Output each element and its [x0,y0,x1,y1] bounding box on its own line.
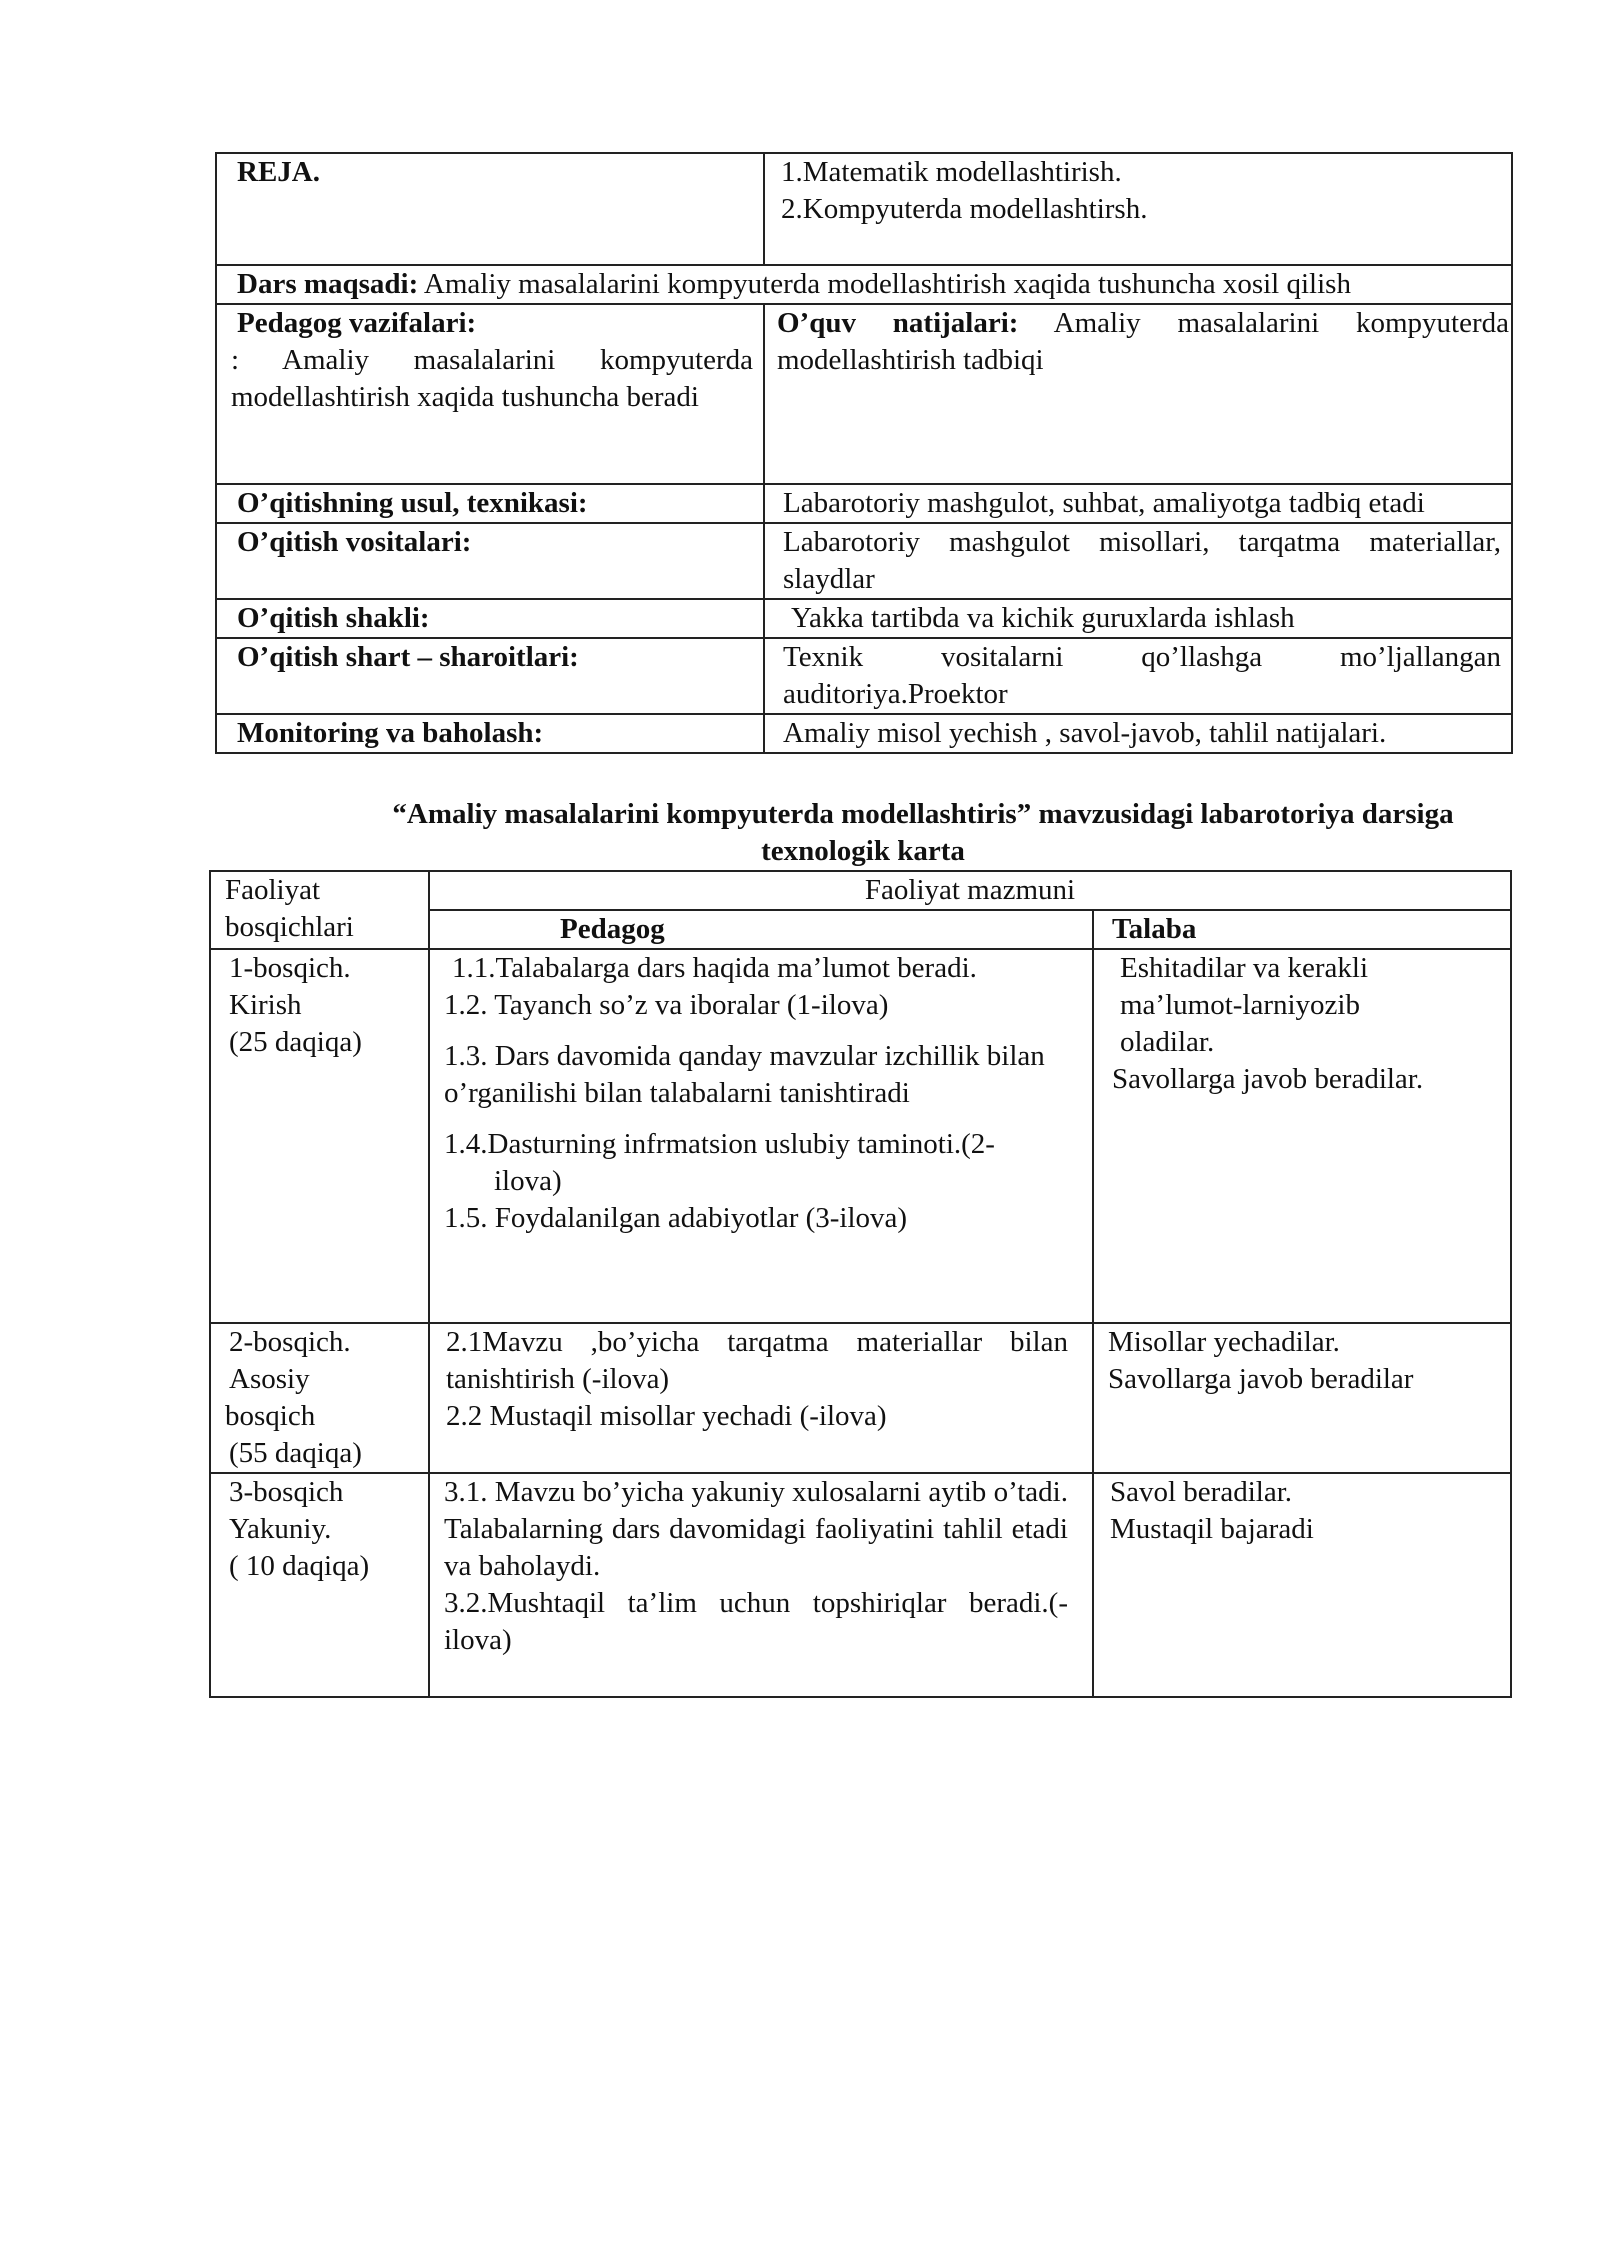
info-row-label: O’qitish shakli: [216,599,764,638]
info-row-label: Monitoring va baholash: [216,714,764,753]
heading-line-1: “Amaliy masalalarini kompyuterda modellashtiris” mavzusidagi labarotoriya darsiga [392,798,1454,830]
stage-name-line: 2-bosqich. [229,1326,351,1358]
teacher-activity: 3.2.Mushtaqil ta’lim uchun topshiriqlar beradi.(-ilova) [444,1587,1068,1656]
stage-name [210,1323,429,1473]
col-content-header: Faoliyat mazmuni [429,871,1511,910]
learning-outcomes-cell [764,304,1512,484]
student-activities [1093,1473,1511,1697]
learning-outcomes-text: Amaliy masalalarini kompyuterda modellashtirish tadbiqi [777,307,1509,376]
teacher-activity: ilova) [494,1165,562,1197]
stage-name-line: (55 daqiqa) [229,1437,362,1469]
col-teacher-header: Pedagog [429,910,1093,949]
info-row-value: Labarotoriy mashgulot, suhbat, amaliyotga tadbiq etadi [764,484,1512,523]
stage-name-line: 1-bosqich. [229,952,351,984]
info-row-value: Labarotoriy mashgulot misollari, tarqatma materiallar, slaydlar [764,523,1512,599]
teacher-activity: 1.3. Dars davomida qanday mavzular izchillik bilan o’rganilishi bilan talabalarni tanishtiradi [444,1040,1045,1109]
tech-card-heading [215,796,1511,870]
table-row [210,949,1511,1323]
teacher-tasks-label: Pedagog vazifalari: [237,307,477,339]
tech-card-table [209,870,1512,1698]
heading-line-2: texnologik karta [761,835,965,867]
student-activity: Savol beradilar. [1110,1476,1293,1508]
student-activity: Savollarga javob beradilar. [1112,1063,1424,1095]
student-activity: Savollarga javob beradilar [1108,1363,1414,1395]
lesson-goal [216,265,1512,304]
table-row [210,1323,1511,1473]
col-stage-header: Faoliyat bosqichlari [210,871,429,949]
teacher-tasks-cell [216,304,764,484]
teacher-activity: 3.1. Mavzu bo’yicha yakuniy xulosalarni aytib o’tadi. Talabalarning dars davomidagi faoliyatini tahlil etadi va baholaydi. [444,1476,1068,1582]
teacher-activities [429,1473,1093,1697]
teacher-tasks-text: : Amaliy masalalarini kompyuterda modellashtirish xaqida tushuncha beradi [231,344,753,413]
stage-name-line: Asosiy [229,1363,310,1395]
teacher-activity: 2.1Mavzu ,bo’yicha tarqatma materiallar bilan tanishtirish (-ilova) [446,1326,1068,1395]
goal-label: Dars maqsadi: [237,268,419,300]
student-activities [1093,949,1511,1323]
teacher-activity: 2.2 Mustaqil misollar yechadi (-ilova) [446,1400,887,1432]
col-student-header: Talaba [1093,910,1511,949]
info-row-label: O’qitish vositalari: [216,523,764,599]
stage-name-line: ( 10 daqiqa) [229,1550,370,1582]
info-row-value: Texnik vositalarni qo’llashga mo’ljallangan auditoriya.Proektor [764,638,1512,714]
table-row [210,1473,1511,1697]
student-activity: Mustaqil bajaradi [1110,1513,1314,1545]
plan-item: 2.Kompyuterda modellashtirsh. [781,193,1148,225]
goal-text: Amaliy masalalarini kompyuterda modellashtirish xaqida tushuncha xosil qilish [418,268,1351,300]
stage-name-line: (25 daqiqa) [229,1026,362,1058]
teacher-activity: 1.1.Talabalarga dars haqida ma’lumot beradi. [452,952,977,984]
lesson-plan-table [215,152,1513,754]
stage-name-line: 3-bosqich [229,1476,344,1508]
info-row-value: Yakka tartibda va kichik guruxlarda ishlash [764,599,1512,638]
teacher-activities [429,949,1093,1323]
teacher-activity: 1.2. Tayanch so’z va iboralar (1-ilova) [444,989,889,1021]
stage-name-line: Kirish [229,989,302,1021]
info-row-label: O’qitishning usul, texnikasi: [216,484,764,523]
plan-item: 1.Matematik modellashtirish. [781,156,1122,188]
student-activity: Eshitadilar va kerakli ma’lumot-larniyozib oladilar. [1120,952,1369,1058]
stage-name [210,949,429,1323]
teacher-activity: 1.4.Dasturning infrmatsion uslubiy taminoti.(2- [444,1128,995,1160]
info-row-label: O’qitish shart – sharoitlari: [216,638,764,714]
learning-outcomes-label: O’quv natijalari: [777,307,1019,339]
plan-items [764,153,1512,265]
info-row-value: Amaliy misol yechish , savol-javob, tahlil natijalari. [764,714,1512,753]
plan-label: REJA. [216,153,764,265]
teacher-activity: 1.5. Foydalanilgan adabiyotlar (3-ilova) [444,1202,908,1234]
stage-name-line: bosqich [225,1400,316,1432]
stage-name-line: Yakuniy. [229,1513,332,1545]
teacher-activities [429,1323,1093,1473]
student-activities [1093,1323,1511,1473]
student-activity: Misollar yechadilar. [1108,1326,1340,1358]
stage-name [210,1473,429,1697]
